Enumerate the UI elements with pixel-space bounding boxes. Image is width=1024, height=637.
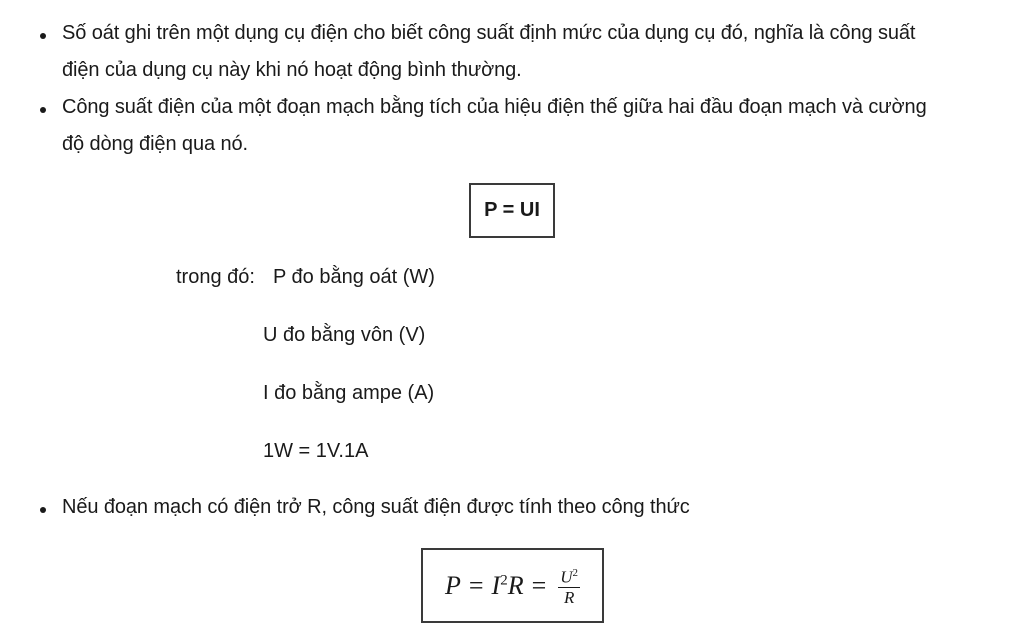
list-item-text-line: Số oát ghi trên một dụng cụ điện cho biết công suất định mức của dụng cụ đó, nghĩa là công suất <box>62 22 916 44</box>
fraction-denominator: R <box>563 588 575 608</box>
math-operator: = <box>531 570 547 600</box>
list-item-text-line: độ dòng điện qua nó. <box>62 133 248 155</box>
math-exponent: 2 <box>572 566 579 579</box>
where-label: trong đó: <box>176 266 255 288</box>
unit-power: P đo bằng oát (W) <box>273 266 435 288</box>
math-exponent: 2 <box>500 571 508 588</box>
bullet-marker <box>40 507 46 513</box>
math-term <box>492 571 524 601</box>
list-item-text-line: Nếu đoạn mạch có điện trở R, công suất điện được tính theo công thức <box>62 496 690 518</box>
unit-voltage: U đo bằng vôn (V) <box>263 324 426 346</box>
unit-current: I đo bằng ampe (A) <box>263 382 435 404</box>
list-item <box>62 15 1012 89</box>
list-item-text-line: điện của dụng cụ này khi nó hoạt động bình thường. <box>62 59 522 81</box>
list-item-text-line: Công suất điện của một đoạn mạch bằng tích của hiệu điện thế giữa hai đầu đoạn mạch và cường <box>62 96 927 118</box>
math-fraction <box>558 563 580 609</box>
fraction-numerator <box>558 563 580 589</box>
bullet-marker <box>40 107 46 113</box>
formula-power: P = UI <box>484 199 540 221</box>
math-symbol: P <box>444 570 461 600</box>
list-item <box>62 489 1012 526</box>
math-symbol: U <box>560 567 573 587</box>
formula-power-resistance <box>445 563 580 609</box>
math-symbol: R <box>507 570 524 600</box>
formula-box <box>421 548 604 623</box>
formula-box <box>469 183 555 238</box>
list-item <box>62 89 1012 163</box>
bullet-marker <box>40 33 46 39</box>
unit-relation: 1W = 1V.1A <box>263 440 369 462</box>
math-symbol: I <box>491 570 501 600</box>
math-operator: = <box>468 570 484 600</box>
